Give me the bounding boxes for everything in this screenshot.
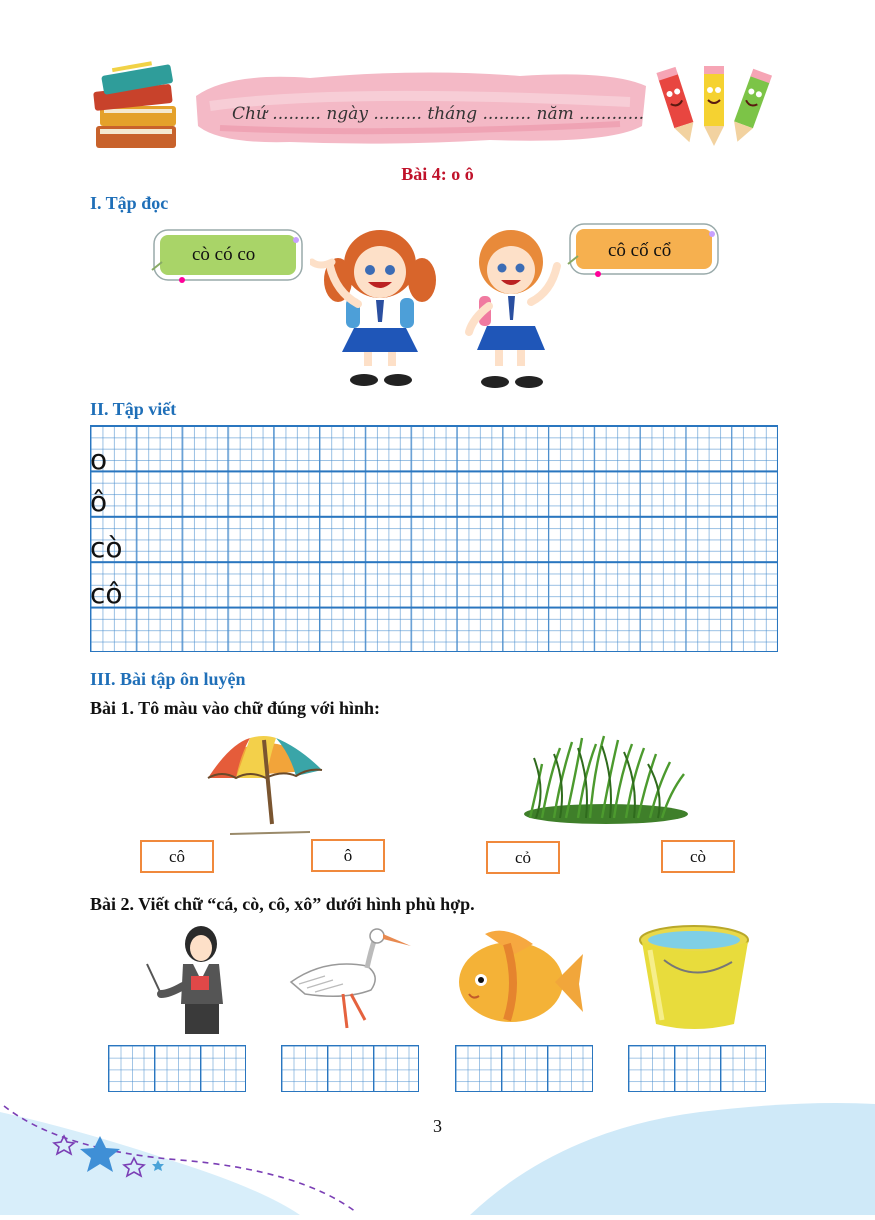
grass-illustration bbox=[520, 734, 692, 826]
girl-illustration-2 bbox=[455, 222, 575, 392]
exercise-1-title: Bài 1. Tô màu vào chữ đúng với hình: bbox=[90, 698, 381, 718]
pencils-illustration bbox=[650, 62, 780, 147]
writing-heading: II. Tập viết bbox=[90, 399, 177, 419]
practice-heading: III. Bài tập ôn luyện bbox=[90, 669, 246, 689]
option-box-o-circumflex[interactable]: ô bbox=[311, 839, 385, 872]
bucket-illustration bbox=[636, 920, 754, 1032]
reading-heading: I. Tập đọc bbox=[90, 193, 169, 213]
option-box-co-grave[interactable]: cò bbox=[661, 840, 735, 873]
write-grid-stork[interactable] bbox=[281, 1045, 419, 1092]
stork-illustration bbox=[285, 924, 415, 1032]
books-illustration bbox=[92, 58, 184, 153]
fish-illustration bbox=[455, 924, 585, 1036]
grid-letter-o-circumflex: ô bbox=[90, 485, 108, 518]
page-number: 3 bbox=[433, 1116, 442, 1136]
grid-letter-co-circumflex: cô bbox=[90, 577, 123, 610]
teacher-illustration bbox=[145, 924, 230, 1036]
date-line: Chứ ......... ngày ......... tháng ......... năm ............ bbox=[232, 104, 645, 124]
word-tag-left-text: cò có co bbox=[192, 244, 256, 265]
girl-illustration-1 bbox=[310, 222, 450, 390]
word-tag-right-text: cô cố cổ bbox=[608, 240, 672, 261]
lesson-title: Bài 4: o ô bbox=[401, 164, 474, 184]
handwriting-grid[interactable] bbox=[90, 425, 778, 652]
write-grid-fish[interactable] bbox=[455, 1045, 593, 1092]
write-grid-bucket[interactable] bbox=[628, 1045, 766, 1092]
grid-letter-co-grave: cò bbox=[90, 531, 123, 564]
grid-letter-o: o bbox=[90, 443, 108, 476]
umbrella-illustration bbox=[200, 726, 330, 838]
option-box-co-hook[interactable]: cỏ bbox=[486, 841, 560, 874]
write-grid-teacher[interactable] bbox=[108, 1045, 246, 1092]
footer-waves bbox=[0, 1090, 875, 1215]
option-box-co-circumflex[interactable]: cô bbox=[140, 840, 214, 873]
exercise-2-title: Bài 2. Viết chữ “cá, cò, cô, xô” dưới hình phù hợp. bbox=[90, 894, 475, 914]
